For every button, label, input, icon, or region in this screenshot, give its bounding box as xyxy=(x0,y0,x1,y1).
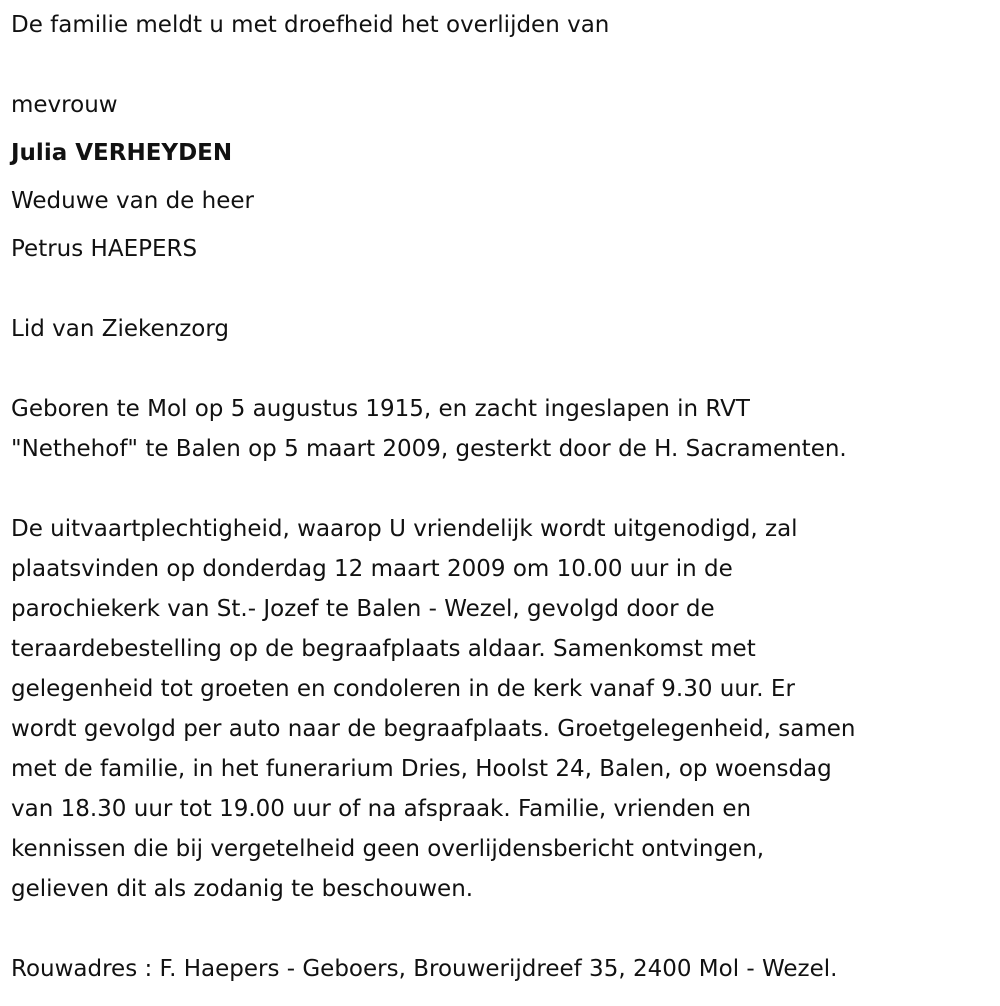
paragraph-line: plaatsvinden op donderdag 12 maart 2009 om 10.00 uur in de xyxy=(11,556,733,582)
mourning-address: Rouwadres : F. Haepers - Geboers, Brouwerijdreef 35, 2400 Mol - Wezel. xyxy=(11,956,838,982)
paragraph-line: gelegenheid tot groeten en condoleren in de kerk vanaf 9.30 uur. Er xyxy=(11,676,795,702)
paragraph-line: met de familie, in het funerarium Dries, Hoolst 24, Balen, op woensdag xyxy=(11,756,832,782)
spouse-name: Petrus HAEPERS xyxy=(11,236,198,262)
paragraph-line: kennissen die bij vergetelheid geen overlijdensbericht ontvingen, xyxy=(11,836,765,862)
birth-death-paragraph xyxy=(11,389,1000,469)
paragraph-line: teraardebestelling op de begraafplaats aldaar. Samenkomst met xyxy=(11,636,756,662)
paragraph-line: De uitvaartplechtigheid, waarop U vriendelijk wordt uitgenodigd, zal xyxy=(11,516,798,542)
paragraph-line: parochiekerk van St.- Jozef te Balen - Wezel, gevolgd door de xyxy=(11,596,715,622)
paragraph-line: Geboren te Mol op 5 augustus 1915, en zacht ingeslapen in RVT xyxy=(11,396,750,422)
paragraph-line: wordt gevolgd per auto naar de begraafplaats. Groetgelegenheid, samen xyxy=(11,716,856,742)
paragraph-line: "Nethehof" te Balen op 5 maart 2009, gesterkt door de H. Sacramenten. xyxy=(11,436,847,462)
title-text: mevrouw xyxy=(11,92,118,118)
paragraph-line: van 18.30 uur tot 19.00 uur of na afspraak. Familie, vrienden en xyxy=(11,796,752,822)
deceased-name: Julia VERHEYDEN xyxy=(11,140,233,166)
membership-text: Lid van Ziekenzorg xyxy=(11,316,230,342)
relation-text: Weduwe van de heer xyxy=(11,188,254,214)
paragraph-line: gelieven dit als zodanig te beschouwen. xyxy=(11,876,474,902)
funeral-paragraph xyxy=(11,509,1000,909)
intro-text: De familie meldt u met droefheid het overlijden van xyxy=(11,12,610,38)
